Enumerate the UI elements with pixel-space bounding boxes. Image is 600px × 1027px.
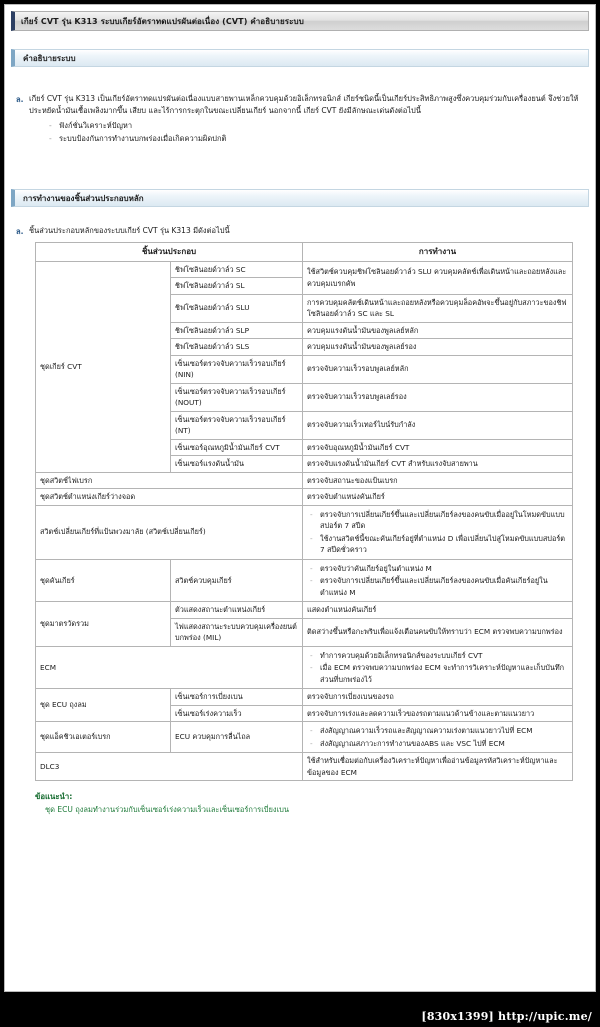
cell-group-name: ชุด ECU ถุงลม bbox=[36, 689, 171, 722]
cell-part-name: เซ็นเซอร์ตรวจจับความเร็วรอบเกียร์ (NT) bbox=[171, 411, 303, 439]
cell-function: ตรวจจับการเร่งและลดความเร็วของรถตามแนวด้านข้างและตามแนวยาว bbox=[303, 705, 573, 722]
cell-function: ตรวจจับสถานะของแป้นเบรก bbox=[303, 472, 573, 489]
table-row bbox=[36, 753, 573, 781]
components-table bbox=[35, 242, 573, 781]
cell-part-name: ชิฟโซลินอยด์วาล์ว SL bbox=[171, 278, 303, 295]
cell-function: ตรวจจับความเร็วรอบพูลเลย์รอง bbox=[303, 383, 573, 411]
table-row bbox=[36, 505, 573, 559]
list-item bbox=[13, 225, 585, 238]
list-item-body bbox=[29, 93, 585, 145]
cell-group-name: ชุดคันเกียร์ bbox=[36, 559, 171, 602]
feature-bullet-list bbox=[47, 120, 585, 145]
table-header-row bbox=[36, 243, 573, 262]
cell-part-name: เซ็นเซอร์แรงดันน้ำมัน bbox=[171, 456, 303, 473]
table-row bbox=[36, 472, 573, 489]
table-row bbox=[36, 722, 573, 753]
function-bullet-list bbox=[307, 725, 568, 749]
cell-part-name: ชิฟโซลินอยด์วาล์ว SLP bbox=[171, 322, 303, 339]
function-bullet-list bbox=[307, 509, 568, 556]
cell-function bbox=[303, 559, 573, 602]
list-item: - เมื่อ ECM ตรวจพบความบกพร่อง ECM จะทำการวิเคราะห์ปัญหาและเก็บบันทึกส่วนที่บกพร่องไว้ bbox=[307, 662, 568, 685]
list-item: - ส่งสัญญาณสภาวะการทำงานของABS และ VSC ไปที่ ECM bbox=[307, 738, 568, 750]
table-row bbox=[36, 689, 573, 706]
list-item bbox=[13, 93, 585, 145]
cell-part-name: เซ็นเซอร์อุณหภูมิน้ำมันเกียร์ CVT bbox=[171, 439, 303, 456]
list-item: - ทำการควบคุมด้วยอิเล็กทรอนิกส์ของระบบเกียร์ CVT bbox=[307, 650, 568, 662]
cell-function: การควบคุมคลัตช์เดินหน้าและถอยหลังหรือควบคุมล็อคอัพจะขึ้นอยู่กับสภาวะของชิฟโซลินอยด์วาล์ว SC และ SL bbox=[303, 294, 573, 322]
cell-function: ใช้สวิตช์ควบคุมชิฟโซลินอยด์วาล์ว SLU ควบคุมคลัตช์เพื่อเดินหน้าและถอยหลังและควบคุมเบรกคัพ bbox=[303, 261, 573, 294]
list-item: - ตรวจจับว่าคันเกียร์อยู่ในตำแหน่ง M bbox=[307, 563, 568, 575]
cell-function: ตรวจจับความเร็วรอบพูลเลย์หลัก bbox=[303, 355, 573, 383]
cell-part-name: ชิฟโซลินอยด์วาล์ว SLS bbox=[171, 339, 303, 356]
cell-function: ตรวจจับอุณหภูมิน้ำมันเกียร์ CVT bbox=[303, 439, 573, 456]
cell-group-name: ชุดแอ็คชิวเอเตอร์เบรก bbox=[36, 722, 171, 753]
cell-group-name: ชุดมาตรวัดรวม bbox=[36, 602, 171, 647]
function-bullet-list bbox=[307, 563, 568, 599]
document-sheet bbox=[4, 4, 596, 992]
cell-function: ควบคุมแรงดันน้ำมันของพูลเลย์รอง bbox=[303, 339, 573, 356]
page-title: เกียร์ CVT รุ่น K313 ระบบเกียร์อัตราทดแปรผันต่อเนื่อง (CVT) คำอธิบายระบบ bbox=[21, 16, 304, 26]
table-row bbox=[36, 261, 573, 278]
cell-part-name: ชุดสวิตช์ไฟเบรก bbox=[36, 472, 303, 489]
table-row bbox=[36, 602, 573, 619]
section-header-label: คำอธิบายระบบ bbox=[23, 53, 76, 63]
section-header-system-description bbox=[11, 49, 589, 67]
cell-part-name: เซ็นเซอร์ตรวจจับความเร็วรอบเกียร์ (NOUT) bbox=[171, 383, 303, 411]
cell-part-name: ชุดสวิตช์ตำแหน่งเกียร์ว่างจอด bbox=[36, 489, 303, 506]
list-marker: ล. bbox=[16, 95, 24, 104]
list-item: - ฟังก์ชั่นวิเคราะห์ปัญหา bbox=[47, 120, 585, 133]
function-bullet-list bbox=[307, 650, 568, 686]
cell-function: ตรวจจับความเร็วเทอร์ไบน์รับกำลัง bbox=[303, 411, 573, 439]
table-row bbox=[36, 559, 573, 602]
list-marker: ล. bbox=[16, 227, 24, 236]
cell-function: ใช้สำหรับเชื่อมต่อกับเครื่องวิเคราะห์ปัญหาเพื่ออ่านข้อมูลรหัสวิเคราะห์ปัญหาและ ข้อมูลของ ECM bbox=[303, 753, 573, 781]
cell-function: ตรวจจับการเบี่ยงเบนของรถ bbox=[303, 689, 573, 706]
cell-part-name: ไฟแสดงสถานะระบบควบคุมเครื่องยนต์บกพร่อง (MIL) bbox=[171, 618, 303, 646]
cell-part-name: เซ็นเซอร์เร่งความเร็ว bbox=[171, 705, 303, 722]
cell-function: ตรวจจับตำแหน่งคันเกียร์ bbox=[303, 489, 573, 506]
cell-part-name: ECM bbox=[36, 646, 303, 689]
hint-body: ชุด ECU ถุงลมทำงานร่วมกับเซ็นเซอร์เร่งความเร็วและเซ็นเซอร์การเบี่ยงเบน bbox=[45, 805, 290, 814]
cell-part-name: ตัวแสดงสถานะตำแหน่งเกียร์ bbox=[171, 602, 303, 619]
cell-part-name: สวิตช์ควบคุมเกียร์ bbox=[171, 559, 303, 602]
watermark-label: [830x1399] http://upic.me/ bbox=[421, 1010, 592, 1023]
cell-part-name: ชิฟโซลินอยด์วาล์ว SC bbox=[171, 261, 303, 278]
section-header-label: การทำงานของชิ้นส่วนประกอบหลัก bbox=[23, 193, 144, 203]
cell-group-name: ชุดเกียร์ CVT bbox=[36, 261, 171, 472]
hint-title: ข้อแนะนำ: bbox=[35, 792, 73, 801]
document-title-bar bbox=[11, 11, 589, 31]
list-item: - ส่งสัญญาณความเร็วรถและสัญญาณความเร่งตามแนวยาวไปที่ ECM bbox=[307, 725, 568, 737]
cell-function: ตรวจจับแรงดันน้ำมันเกียร์ CVT สำหรับแรงจับสายพาน bbox=[303, 456, 573, 473]
cell-function bbox=[303, 722, 573, 753]
cell-function: แสดงตำแหน่งคันเกียร์ bbox=[303, 602, 573, 619]
cell-part-name: ชิฟโซลินอยด์วาล์ว SLU bbox=[171, 294, 303, 322]
cell-function bbox=[303, 505, 573, 559]
list-item: - ตรวจจับการเปลี่ยนเกียร์ขึ้นและเปลี่ยนเกียร์ลงของคนขับเมื่อคันเกียร์อยู่ในตำแหน่ง M bbox=[307, 575, 568, 598]
cell-part-name: DLC3 bbox=[36, 753, 303, 781]
table-row bbox=[36, 489, 573, 506]
cell-part-name: เซ็นเซอร์การเบี่ยงเบน bbox=[171, 689, 303, 706]
list-item-body: ชิ้นส่วนประกอบหลักของระบบเกียร์ CVT รุ่น K313 มีดังต่อไปนี้ bbox=[29, 226, 230, 235]
cell-part-name: เซ็นเซอร์ตรวจจับความเร็วรอบเกียร์ (NIN) bbox=[171, 355, 303, 383]
cell-function: ติดสว่างขึ้นหรือกะพริบเพื่อแจ้งเตือนคนขับให้ทราบว่า ECM ตรวจพบความบกพร่อง bbox=[303, 618, 573, 646]
column-header-function: การทำงาน bbox=[303, 243, 573, 262]
list-item: - ตรวจจับการเปลี่ยนเกียร์ขึ้นและเปลี่ยนเกียร์ลงของคนขับเมื่ออยู่ในโหมดขับแบบสปอร์ต 7 สปีด bbox=[307, 509, 568, 532]
table-row bbox=[36, 646, 573, 689]
paragraph-text: เกียร์ CVT รุ่น K313 เป็นเกียร์อัตราทดแปรผันต่อเนื่องแบบสายพานเหล็กควบคุมด้วยอิเล็กทรอนิกส์ เกียร์ชนิดนี้เป็นเกียร์ประสิทธิภาพสูงซึ่งควบคุมร่วมกับเครื่องยนต์ จึงช่วยให้ประหยัดน้ำมันเชื้อเพลิงมากขึ้น เสียบ และไร้การกระตุกในขณะเปลี่ยนเกียร์ นอกจากนี้ เกียร์ CVT ยังมีลักษณะเด่นดังต่อไปนี้ bbox=[29, 94, 579, 115]
cell-part-name: สวิตช์เปลี่ยนเกียร์ที่แป้นพวงมาลัย (สวิตช์เปลี่ยนเกียร์) bbox=[36, 505, 303, 559]
column-header-component: ชิ้นส่วนประกอบ bbox=[36, 243, 303, 262]
list-item: - ใช้งานสวิตช์นี้ขณะคันเกียร์อยู่ที่ตำแหน่ง D เพื่อเปลี่ยนไปสู่โหมดขับแบบสปอร์ต 7 สปีดชั่วคราว bbox=[307, 533, 568, 556]
components-table-wrapper bbox=[35, 242, 573, 781]
cell-part-name: ECU ควบคุมการลื่นไถล bbox=[171, 722, 303, 753]
cell-function bbox=[303, 646, 573, 689]
list-item: - ระบบป้องกันการทำงานบกพร่องเมื่อเกิดความผิดปกติ bbox=[47, 133, 585, 146]
hint-block bbox=[35, 791, 585, 816]
section-header-component-operation bbox=[11, 189, 589, 207]
cell-function: ควบคุมแรงดันน้ำมันของพูลเลย์หลัก bbox=[303, 322, 573, 339]
